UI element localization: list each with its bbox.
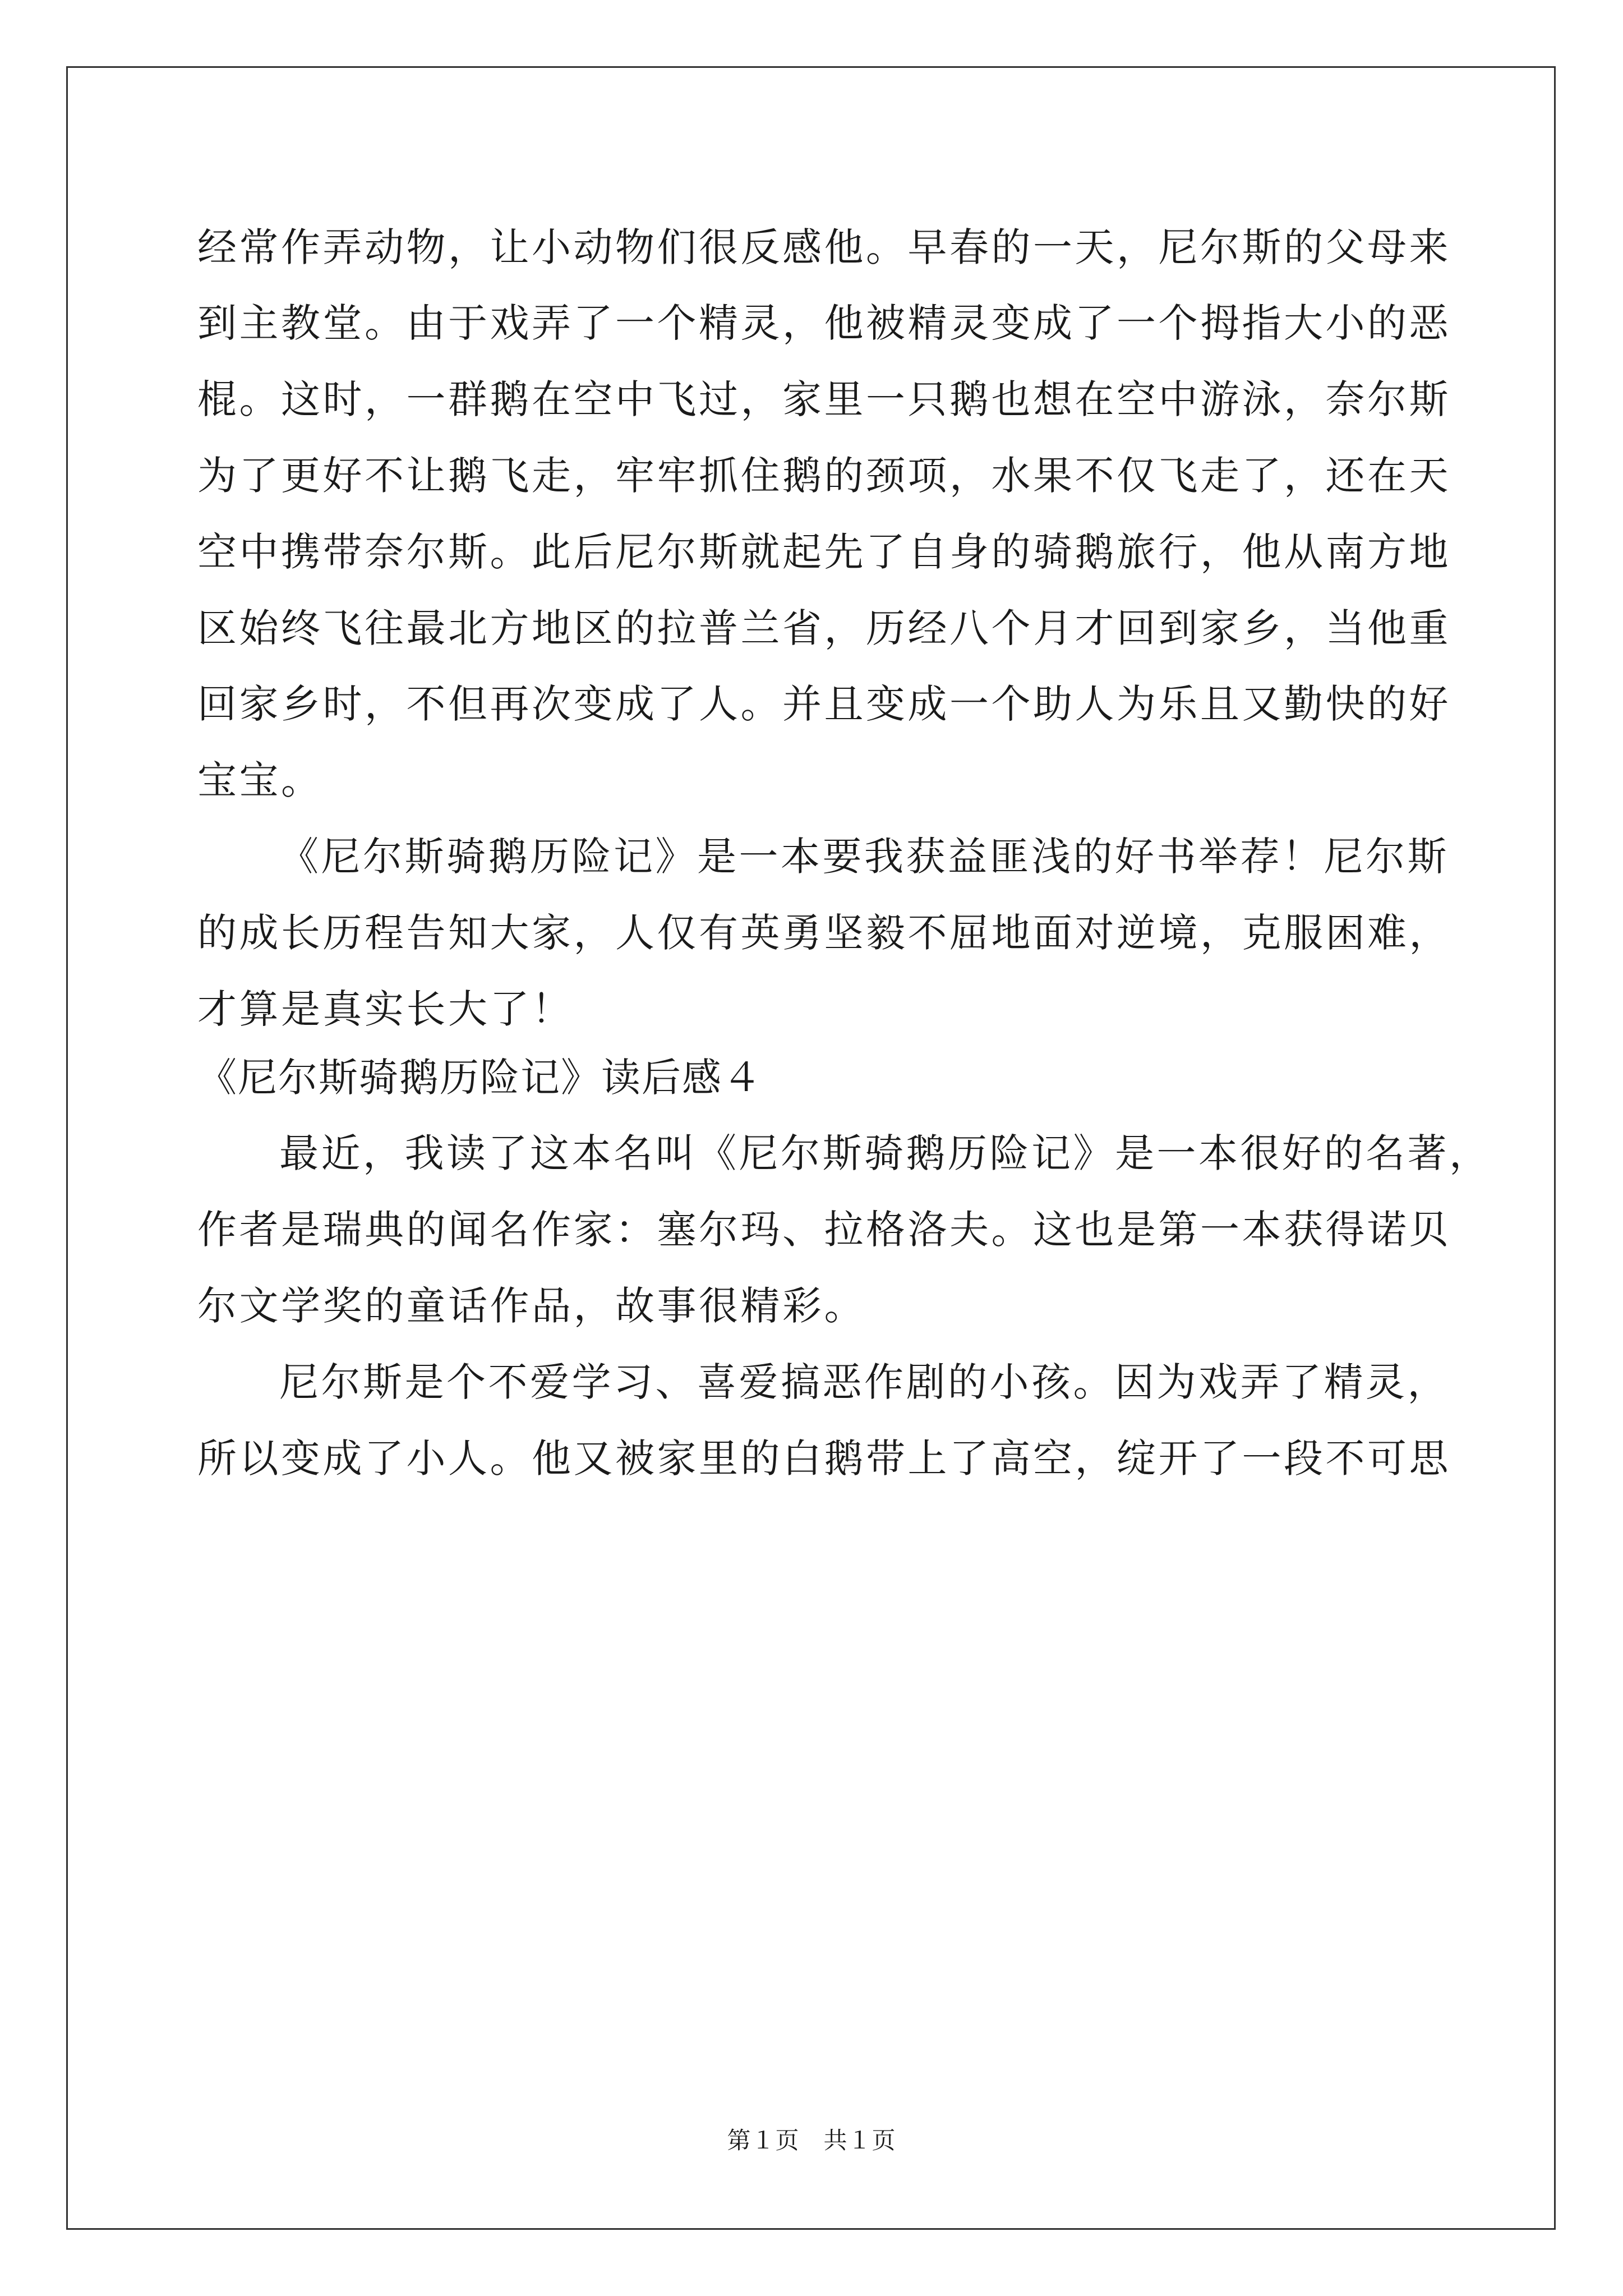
section-heading: 《尼尔斯骑鹅历险记》读后感４ [197, 1055, 763, 1101]
text-line: 区始终飞往最北方地区的拉普兰省，历经八个月才回到家乡，当他重 [197, 605, 1451, 651]
text-line: 尼尔斯是个不爱学习、喜爱搞恶作剧的小孩。因为戏弄了精灵， [279, 1359, 1449, 1405]
page-footer: 第１页 共１页 [727, 2127, 896, 2154]
text-line: 的成长历程告知大家，人仅有英勇坚毅不屈地面对逆境，克服困难， [197, 910, 1451, 956]
text-line: 经常作弄动物，让小动物们很反感他。早春的一天，尼尔斯的父母来 [197, 224, 1451, 270]
text-line: 回家乡时，不但再次变成了人。并且变成一个助人为乐且又勤快的好 [197, 681, 1451, 727]
text-line: 作者是瑞典的闻名作家：塞尔玛、拉格洛夫。这也是第一本获得诺贝 [197, 1207, 1451, 1253]
text-line: 空中携带奈尔斯。此后尼尔斯就起先了自身的骑鹅旅行，他从南方地 [197, 529, 1451, 575]
text-line: 尔文学奖的童话作品，故事很精彩。 [197, 1283, 866, 1329]
text-line: 所以变成了小人。他又被家里的白鹅带上了高空，绽开了一段不可思 [197, 1435, 1451, 1481]
text-line: 宝宝。 [197, 757, 323, 803]
text-line: 《尼尔斯骑鹅历险记》是一本要我获益匪浅的好书举荐！尼尔斯 [279, 834, 1449, 880]
text-line: 到主教堂。由于戏弄了一个精灵，他被精灵变成了一个拇指大小的恶 [197, 300, 1451, 346]
text-line: 最近，我读了这本名叫《尼尔斯骑鹅历险记》是一本很好的名著， [279, 1130, 1491, 1176]
text-line: 才算是真实长大了！ [197, 986, 574, 1032]
text-line: 为了更好不让鹅飞走，牢牢抓住鹅的颈项，水果不仅飞走了，还在天 [197, 453, 1451, 499]
text-line: 棍。这时，一群鹅在空中飞过，家里一只鹅也想在空中游泳，奈尔斯 [197, 376, 1451, 422]
